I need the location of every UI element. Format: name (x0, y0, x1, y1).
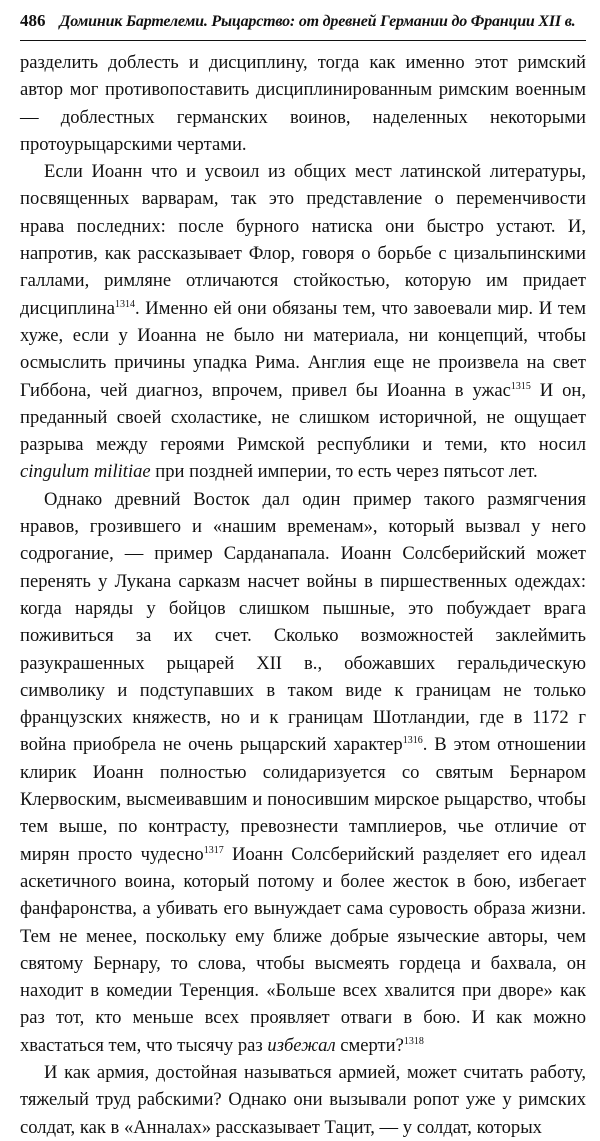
body-text (20, 49, 586, 1141)
italic-phrase: избежал (267, 1034, 336, 1056)
text-run: Иоанн Солсберийский разделяет его идеал аскетичного воина, который потому и более жесток в бою, избегает фанфаронства, а убивать его вынуждает сама суровость образа жизни. Тем не менее, поскольку ему ближе добрые языческие авторы, чем святому Бернару, то слова, чтобы высмеять гордеца и бахвала, он находит в комедии Теренция. «Больше всех хвалится при дворе» как раз тот, кто меньше всех проявляет отваги в бою. И как можно хвастаться тем, что тысячу раз (20, 843, 587, 1056)
italic-phrase: cingulum militiae (20, 461, 151, 483)
text-run: при поздней империи, то есть через пятьсот лет. (150, 461, 538, 483)
header-rule (20, 40, 586, 41)
footnote-reference: 1318 (403, 1035, 424, 1047)
text-run: И как армия, достойная называться армией, может считать работу, тяжелый труд рабскими? Однако они вызывали ропот уже у римских солдат, как в «Анналах» рассказывает Тацит, — у солдат, которых (20, 1061, 586, 1138)
footnote-reference: 1314 (114, 298, 135, 310)
running-header (20, 10, 586, 34)
text-run: разделить доблесть и дисциплину, тогда как именно этот римский автор мог противопоставить дисциплинированным римским военным — доблестных германских воинов, наделенных некоторыми протоурыцарскими чертами. (20, 52, 586, 155)
text-run: И он, преданный своей схоластике, не слишком историчной, не ощущает разрыва между героями Римской республики и теми, кто носил (20, 379, 586, 456)
text-run: смерти? (335, 1034, 404, 1056)
paragraph (20, 1059, 586, 1141)
footnote-reference: 1317 (203, 844, 224, 856)
text-run: . В этом отношении клирик Иоанн полностью солидаризуется со святым Бернаром Клервоским, высмеивавшим и поносившим мирское рыцарство, чтобы тем выше, по контрасту, превознести тамплиеров, чье отличие от мирян просто чудесно (20, 734, 586, 865)
page-number: 486 (20, 11, 46, 30)
text-run: Если Иоанн что и усвоил из общих мест латинской литературы, посвященных варварам, так это представление о переменчивости нрава последних: после бурного натиска они быстро устают. И, напротив, как рассказывает Флор, говоря о борьбе с цизальпинскими галлами, римляне отличаются стойкостью, которую им придает дисциплина (20, 161, 586, 319)
running-title: Доминик Бартелеми. Рыцарство: от древней Германии до Франции XII в. (59, 13, 576, 30)
paragraph (20, 49, 586, 158)
footnote-reference: 1316 (402, 735, 423, 747)
paragraph (20, 158, 586, 486)
paragraph (20, 486, 586, 1059)
footnote-reference: 1315 (510, 380, 531, 392)
text-run: . Именно ей они обязаны тем, что завоевали мир. И тем хуже, если у Иоанна не было ни материала, ни концепций, чтобы осмыслить причины упадка Рима. Англия еще не произвела на свет Гиббона, чей диагноз, впрочем, привел бы Иоанна в ужас (20, 297, 586, 401)
text-run: Однако древний Восток дал один пример такого размягчения нравов, грозившего и «нашим временам», который вызвал у него содрогание, — пример Сарданапала. Иоанн Солсберийский может перенять у Лукана сарказм насчет войны в пиршественных одеждах: когда наряды у бойцов слишком пышные, это побуждает врага поживиться за их счет. Сколько возможностей заклеймить разукрашенных рыцарей XII в., обожавших геральдическую символику и подступавших в таком виде к границам не только французских княжеств, но и к границам Шотландии, где в 1172 г война приобрела не очень рыцарский характер (20, 488, 586, 756)
